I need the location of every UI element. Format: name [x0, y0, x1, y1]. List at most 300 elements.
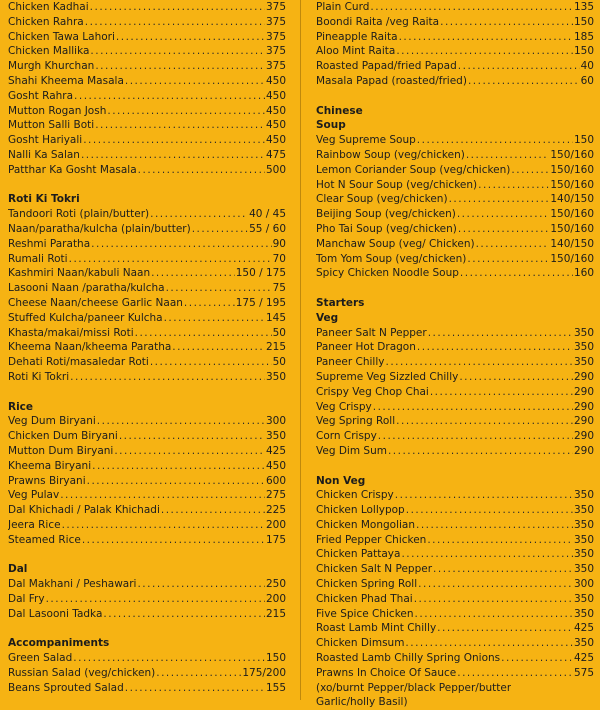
menu-item	[316, 207, 594, 222]
menu-item-name: Clear Soup (veg/chicken)	[316, 193, 448, 206]
menu-item-name: Chicken Pattaya	[316, 548, 401, 561]
menu-item	[316, 607, 594, 622]
dot-leader	[62, 518, 265, 533]
dot-leader	[396, 44, 573, 59]
menu-item-price: 350	[573, 637, 594, 650]
menu-item-price: 60	[580, 74, 594, 87]
menu-item-name: Russian Salad (veg/chicken)	[8, 666, 156, 679]
menu-item	[8, 266, 286, 281]
menu-item-name: Roasted Lamb Chilly Spring Onions	[316, 652, 501, 665]
menu-item-name: Dal Khichadi / Palak Khichadi	[8, 504, 160, 517]
dot-leader	[399, 30, 573, 45]
menu-item	[316, 385, 594, 400]
menu-item-name: Tandoori Roti (plain/butter)	[8, 208, 150, 221]
menu-item-name: Kashmiri Naan/kabuli Naan	[8, 267, 151, 280]
menu-item-name: Dehati Roti/masaledar Roti	[8, 356, 149, 369]
dot-leader	[430, 385, 573, 400]
menu-item-price: 290	[573, 370, 594, 383]
menu-item-name: Chicken Phad Thai	[316, 592, 413, 605]
menu-item	[316, 488, 594, 503]
menu-item-price: 75	[272, 282, 286, 295]
menu-item	[316, 340, 594, 355]
menu-item-name: Mutton Salli Boti	[8, 119, 95, 132]
menu-item-name: Rumali Roti	[8, 252, 68, 265]
menu-item	[8, 296, 286, 311]
menu-item	[316, 503, 594, 518]
menu-item	[316, 0, 594, 15]
dot-leader	[46, 592, 265, 607]
menu-item-name: Jeera Rice	[8, 518, 61, 531]
menu-item-name: Paneer Salt N Pepper	[316, 326, 427, 339]
section-title-veg: Veg	[316, 311, 339, 324]
menu-item-name: Masala Papad (roasted/fried)	[316, 74, 467, 87]
menu-item	[316, 222, 594, 237]
menu-item-name: Veg Dum Biryani	[8, 415, 96, 428]
dot-leader	[116, 30, 265, 45]
menu-item	[8, 281, 286, 296]
menu-item-price: 375	[265, 30, 286, 43]
dot-leader	[90, 44, 265, 59]
menu-item-price: 140/150	[550, 193, 594, 206]
menu-item-name: Supreme Veg Sizzled Chilly	[316, 370, 459, 383]
menu-item	[316, 400, 594, 415]
menu-item-price: 350	[573, 592, 594, 605]
menu-item-price: 215	[265, 607, 286, 620]
menu-item	[316, 562, 594, 577]
menu-item-price: 425	[265, 444, 286, 457]
menu-item-price: 150	[573, 45, 594, 58]
dot-leader	[172, 340, 265, 355]
menu-item	[316, 533, 594, 548]
menu-item-price: 500	[265, 163, 286, 176]
menu-item	[8, 340, 286, 355]
menu-item	[316, 178, 594, 193]
menu-item	[8, 429, 286, 444]
dot-leader	[417, 340, 573, 355]
menu-item-price: 290	[573, 430, 594, 443]
menu-item-name: Chicken Rahra	[8, 15, 84, 28]
menu-item	[316, 370, 594, 385]
menu-item	[316, 621, 594, 636]
menu-item	[8, 59, 286, 74]
menu-item-name: Mutton Rogan Josh	[8, 104, 107, 117]
dot-leader	[370, 0, 573, 15]
dot-leader	[440, 15, 573, 30]
dot-leader	[192, 222, 248, 237]
menu-item-name: Shahi Kheema Masala	[8, 74, 124, 87]
menu-item-price: 425	[573, 622, 594, 635]
menu-item-price: 350	[573, 533, 594, 546]
menu-item-name: Beans Sprouted Salad	[8, 681, 124, 694]
dot-leader	[417, 133, 573, 148]
menu-item-price: 275	[265, 489, 286, 502]
dot-leader	[83, 133, 265, 148]
dot-leader	[150, 207, 248, 222]
menu-item	[316, 681, 594, 696]
menu-item-price: 160	[573, 267, 594, 280]
dot-leader	[458, 59, 580, 74]
section-title-soup: Soup	[316, 119, 346, 132]
menu-item	[316, 15, 594, 30]
menu-item-price: 350	[573, 563, 594, 576]
menu-item-name: Kheema Naan/kheema Paratha	[8, 341, 172, 354]
section-title-starters: Starters	[316, 296, 365, 309]
menu-item-name: Prawns In Choice Of Sauce	[316, 666, 457, 679]
menu-item-name: Boondi Raita /veg Raita	[316, 15, 440, 28]
menu-item-price: 290	[573, 400, 594, 413]
menu-item	[316, 237, 594, 252]
menu-item-name: Prawns Biryani	[8, 474, 86, 487]
menu-item-price: 375	[265, 15, 286, 28]
menu-item	[316, 163, 594, 178]
menu-item-name: Gosht Rahra	[8, 89, 74, 102]
menu-item-price: 185	[573, 30, 594, 43]
menu-item-price: 150/160	[550, 252, 594, 265]
menu-item	[316, 133, 594, 148]
menu-item	[8, 311, 286, 326]
menu-item	[8, 44, 286, 59]
menu-item	[8, 355, 286, 370]
dot-leader	[414, 592, 573, 607]
menu-item-name: Rainbow Soup (veg/chicken)	[316, 148, 465, 161]
menu-item	[8, 163, 286, 178]
menu-item	[8, 370, 286, 385]
dot-leader	[459, 370, 573, 385]
menu-item	[8, 577, 286, 592]
menu-item-name: Chicken Mallika	[8, 45, 90, 58]
menu-item-name: Paneer Chilly	[316, 356, 385, 369]
menu-item	[316, 444, 594, 459]
dot-leader	[70, 370, 265, 385]
menu-item-price: 450	[265, 74, 286, 87]
dot-leader	[457, 666, 573, 681]
dot-leader	[476, 237, 550, 252]
dot-leader	[418, 577, 573, 592]
menu-item-price: 575	[573, 666, 594, 679]
menu-item-name: Plain Curd	[316, 1, 370, 13]
menu-item-price: 350	[573, 518, 594, 531]
menu-item-price: 150/160	[550, 163, 594, 176]
menu-item-name: Chicken Kadhai	[8, 1, 89, 13]
menu-item	[316, 59, 594, 74]
dot-leader	[468, 74, 580, 89]
menu-item	[8, 118, 286, 133]
menu-item	[316, 651, 594, 666]
menu-item-price: 215	[265, 341, 286, 354]
menu-item-price: 175	[265, 533, 286, 546]
menu-item-name: Garlic/holly Basil)	[316, 696, 408, 709]
menu-item-name: Steamed Rice	[8, 533, 81, 546]
menu-item-name: Mutton Dum Biryani	[8, 444, 114, 457]
menu-item	[8, 74, 286, 89]
menu-item	[8, 503, 286, 518]
menu-item	[316, 414, 594, 429]
dot-leader	[125, 681, 265, 696]
menu-item	[8, 252, 286, 267]
dot-leader	[396, 414, 573, 429]
menu-item-price: 150	[573, 15, 594, 28]
dot-leader	[60, 488, 265, 503]
menu-column-left	[8, 0, 286, 695]
menu-item-price: 425	[573, 652, 594, 665]
dot-leader	[69, 252, 272, 267]
menu-item-name: Manchaw Soup (veg/ Chicken)	[316, 237, 475, 250]
menu-item-price: 50	[272, 356, 286, 369]
dot-leader	[401, 547, 573, 562]
menu-item	[316, 592, 594, 607]
menu-item-name: Chicken Dum Biryani	[8, 430, 118, 443]
menu-item-name: Spicy Chicken Noodle Soup	[316, 267, 459, 280]
menu-item-name: Dal Makhani / Peshawari	[8, 578, 137, 591]
menu-item-name: Cheese Naan/cheese Garlic Naan	[8, 296, 183, 309]
menu-item-name: Chicken Lollypop	[316, 504, 405, 517]
menu-item	[8, 607, 286, 622]
menu-item-price: 175 / 195	[235, 296, 286, 309]
menu-item-name: Chicken Crispy	[316, 489, 394, 502]
menu-item-name: Veg Crispy	[316, 400, 372, 413]
menu-item	[8, 444, 286, 459]
dot-leader	[156, 666, 241, 681]
dot-leader	[427, 533, 573, 548]
dot-leader	[501, 651, 573, 666]
menu-item-price: 350	[573, 489, 594, 502]
dot-leader	[478, 178, 549, 193]
menu-item	[8, 533, 286, 548]
menu-item	[8, 459, 286, 474]
menu-item-price: 150/160	[550, 222, 594, 235]
menu-item-price: 150	[265, 652, 286, 665]
menu-item-name: Paneer Hot Dragon	[316, 341, 416, 354]
menu-item-name: Fried Pepper Chicken	[316, 533, 427, 546]
menu-item	[8, 651, 286, 666]
dot-leader	[161, 503, 265, 518]
menu-item	[8, 30, 286, 45]
dot-leader	[150, 355, 272, 370]
menu-item	[316, 148, 594, 163]
menu-item-name: Gosht Hariyali	[8, 134, 83, 147]
dot-leader	[91, 237, 271, 252]
dot-leader	[395, 488, 573, 503]
dot-leader	[95, 59, 265, 74]
dot-leader	[119, 429, 265, 444]
menu-item-name: Murgh Khurchan	[8, 60, 95, 73]
section-title-non-veg: Non Veg	[316, 474, 366, 487]
menu-column-right	[316, 0, 594, 710]
menu-item	[316, 666, 594, 681]
menu-item-name: Veg Supreme Soup	[316, 134, 416, 147]
dot-leader	[135, 326, 272, 341]
section-title-rice: Rice	[8, 400, 34, 413]
menu-item-name: Aloo Mint Raita	[316, 45, 396, 58]
menu-item-price: 290	[573, 415, 594, 428]
menu-item-price: 50	[272, 326, 286, 339]
menu-item-price: 150	[573, 134, 594, 147]
menu-item	[316, 326, 594, 341]
dot-leader	[457, 207, 550, 222]
dot-leader	[81, 148, 265, 163]
dot-leader	[405, 636, 573, 651]
dot-leader	[460, 266, 573, 281]
menu-item-price: 200	[265, 592, 286, 605]
menu-item	[8, 474, 286, 489]
menu-item-price: 450	[265, 134, 286, 147]
menu-item	[8, 133, 286, 148]
menu-item-name: Lasooni Naan /paratha/kulcha	[8, 282, 165, 295]
menu-item-name: Five Spice Chicken	[316, 607, 414, 620]
menu-item-price: 250	[265, 578, 286, 591]
dot-leader	[151, 266, 235, 281]
dot-leader	[125, 74, 265, 89]
menu-item	[316, 192, 594, 207]
menu-item-price: 600	[265, 474, 286, 487]
menu-item	[316, 74, 594, 89]
menu-item-name: Roasted Papad/fried Papad	[316, 60, 457, 73]
menu-item	[316, 577, 594, 592]
menu-item-name: Veg Pulav	[8, 489, 60, 502]
dot-leader	[467, 252, 549, 267]
menu-item	[316, 547, 594, 562]
menu-item	[316, 695, 594, 710]
menu-item	[316, 44, 594, 59]
menu-item-name: Pineapple Raita	[316, 30, 398, 43]
menu-item-price: 40	[580, 60, 594, 73]
menu-item-price: 300	[573, 578, 594, 591]
menu-item-price: 150 / 175	[235, 267, 286, 280]
menu-item-price: 55 / 60	[249, 222, 286, 235]
dot-leader	[416, 518, 573, 533]
section-title-dal: Dal	[8, 563, 28, 576]
menu-item-price: 300	[265, 415, 286, 428]
menu-item-price: 155	[265, 681, 286, 694]
menu-item-name: Kheema Biryani	[8, 459, 92, 472]
menu-item-name: Naan/paratha/kulcha (plain/butter)	[8, 222, 191, 235]
dot-leader	[85, 15, 265, 30]
menu-item	[8, 89, 286, 104]
menu-item-price: 200	[265, 518, 286, 531]
dot-leader	[184, 296, 235, 311]
menu-item-name: Chicken Salt N Pepper	[316, 563, 433, 576]
menu-item-price: 90	[272, 237, 286, 250]
menu-item-price: 450	[265, 459, 286, 472]
section-title-accompaniments: Accompaniments	[8, 637, 110, 650]
dot-leader	[103, 607, 265, 622]
menu-item	[316, 429, 594, 444]
dot-leader	[385, 355, 572, 370]
dot-leader	[138, 163, 265, 178]
dot-leader	[406, 503, 573, 518]
menu-item-name: Nalli Ka Salan	[8, 148, 80, 161]
menu-item-price: 350	[573, 504, 594, 517]
menu-item-price: 350	[265, 370, 286, 383]
menu-item-name: Chicken Mongolian	[316, 518, 415, 531]
menu-item-price: 350	[265, 430, 286, 443]
menu-item-name: Chicken Spring Roll	[316, 578, 418, 591]
menu-item	[8, 326, 286, 341]
dot-leader	[415, 607, 573, 622]
menu-item-name: Veg Spring Roll	[316, 415, 396, 428]
menu-item-price: 375	[265, 1, 286, 13]
dot-leader	[458, 222, 550, 237]
menu-item-price: 135	[573, 1, 594, 13]
menu-item-price: 290	[573, 385, 594, 398]
menu-item-name: Lemon Coriander Soup (veg/chicken)	[316, 163, 511, 176]
menu-item-price: 225	[265, 504, 286, 517]
menu-item-price: 375	[265, 45, 286, 58]
menu-item-name: Reshmi Paratha	[8, 237, 91, 250]
dot-leader	[388, 444, 573, 459]
menu-item	[316, 266, 594, 281]
menu-item-name: Chicken Tawa Lahori	[8, 30, 115, 43]
menu-item-price: 350	[573, 548, 594, 561]
menu-item-name: Hot N Sour Soup (veg/chicken)	[316, 178, 478, 191]
dot-leader	[97, 414, 265, 429]
menu-item	[8, 488, 286, 503]
dot-leader	[107, 104, 265, 119]
dot-leader	[437, 621, 573, 636]
menu-item-name: Crispy Veg Chop Chai	[316, 385, 429, 398]
dot-leader	[74, 89, 265, 104]
dot-leader	[433, 562, 573, 577]
menu-item-price: 450	[265, 104, 286, 117]
dot-leader	[378, 429, 573, 444]
menu-item	[8, 237, 286, 252]
dot-leader	[82, 533, 265, 548]
dot-leader	[87, 474, 265, 489]
dot-leader	[92, 459, 265, 474]
dot-leader	[428, 326, 573, 341]
menu-item-name: Roast Lamb Mint Chilly	[316, 622, 437, 635]
menu-item-name: Chicken Dimsum	[316, 637, 405, 650]
menu-item	[316, 30, 594, 45]
menu-item-name: Patthar Ka Gosht Masala	[8, 163, 137, 176]
menu-item-price: 450	[265, 119, 286, 132]
menu-item	[8, 518, 286, 533]
dot-leader	[114, 444, 265, 459]
dot-leader	[90, 0, 265, 15]
dot-leader	[466, 148, 550, 163]
menu-item-name: Veg Dim Sum	[316, 444, 387, 457]
menu-item-price: 40 / 45	[249, 208, 286, 221]
menu-item-price: 150/160	[550, 178, 594, 191]
menu-item-name: Dal Fry	[8, 592, 45, 605]
menu-item-name: Roti Ki Tokri	[8, 370, 70, 383]
menu-item-name: Corn Crispy	[316, 430, 377, 443]
dot-leader	[166, 281, 272, 296]
menu-item	[8, 414, 286, 429]
menu-item	[8, 207, 286, 222]
menu-item-price: 70	[272, 252, 286, 265]
menu-item-price: 450	[265, 89, 286, 102]
menu-item	[8, 222, 286, 237]
menu-item-price: 475	[265, 148, 286, 161]
menu-item	[8, 104, 286, 119]
menu-item-price: 150/160	[550, 208, 594, 221]
menu-item	[8, 148, 286, 163]
menu-item-name: Dal Lasooni Tadka	[8, 607, 103, 620]
menu-item	[8, 592, 286, 607]
dot-leader	[449, 192, 550, 207]
menu-item-name: (xo/burnt Pepper/black Pepper/butter	[316, 681, 512, 694]
menu-item-price: 175/200	[242, 666, 286, 679]
section-title-chinese: Chinese	[316, 104, 363, 117]
menu-item	[316, 355, 594, 370]
menu-item-price: 350	[573, 607, 594, 620]
menu-item	[8, 666, 286, 681]
menu-item-name: Beijing Soup (veg/chicken)	[316, 208, 456, 221]
menu-item-name: Green Salad	[8, 652, 73, 665]
menu-item	[316, 518, 594, 533]
dot-leader	[95, 118, 265, 133]
